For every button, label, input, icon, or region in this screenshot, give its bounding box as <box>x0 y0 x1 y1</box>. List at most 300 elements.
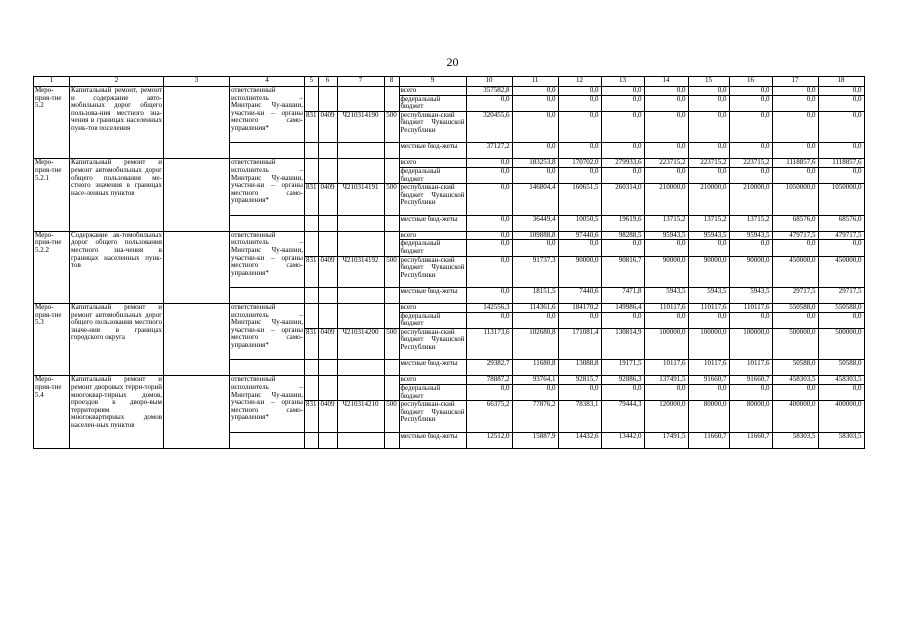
value-cell: 66375,2 <box>466 401 512 432</box>
empty-cell <box>337 215 384 231</box>
value-cell: 0,0 <box>818 111 864 142</box>
col-header: 5 <box>305 77 319 87</box>
value-cell: 550588,0 <box>818 304 864 313</box>
value-cell: 18151,5 <box>512 287 558 303</box>
value-cell: 0,0 <box>729 385 772 401</box>
empty-cell <box>384 287 399 303</box>
value-cell: 479717,5 <box>772 231 818 240</box>
source-label: всего <box>399 376 466 385</box>
col-header: 16 <box>729 77 772 87</box>
col-header: 6 <box>318 77 337 87</box>
responsible-text: ответственный исполнитель – Минтранс Чу-вашии, участни-ки – органы местного само-управления* <box>230 231 305 287</box>
col-header: 10 <box>466 77 512 87</box>
source-label: местные бюд-жеты <box>399 432 466 448</box>
value-cell: 5943,5 <box>729 287 772 303</box>
grbs-code: 831 <box>305 256 319 287</box>
value-cell: 95943,5 <box>729 231 772 240</box>
col-header: 17 <box>772 77 818 87</box>
event-label: Меро-прия-тие 5.2.1 <box>34 159 70 231</box>
empty-cell <box>305 360 319 376</box>
value-cell: 93764,1 <box>512 376 558 385</box>
value-cell: 0,0 <box>818 143 864 159</box>
value-cell: 13715,2 <box>729 215 772 231</box>
value-cell: 0,0 <box>772 95 818 111</box>
value-cell: 458303,5 <box>818 376 864 385</box>
value-cell: 170702,0 <box>558 159 601 168</box>
empty-cell <box>384 360 399 376</box>
source-label: местные бюд-жеты <box>399 287 466 303</box>
value-cell: 90000,0 <box>644 256 688 287</box>
empty-cell <box>384 159 399 184</box>
responsible-text: ответственный исполнитель – Минтранс Чу-вашии, участни-ки – органы местного само-управления* <box>230 87 305 143</box>
empty-cell <box>305 143 319 159</box>
value-cell: 100000,0 <box>729 328 772 359</box>
value-cell: 210000,0 <box>688 184 729 215</box>
value-cell: 120000,0 <box>644 401 688 432</box>
rzpr-code: 0409 <box>318 111 337 142</box>
value-cell: 210000,0 <box>644 184 688 215</box>
empty-cell <box>318 376 337 401</box>
source-label: федеральный бюджет <box>399 385 466 401</box>
csr-code: Ч210314190 <box>337 111 384 142</box>
value-cell: 19171,5 <box>601 360 644 376</box>
rzpr-code: 0409 <box>318 328 337 359</box>
value-cell: 279933,6 <box>601 159 644 168</box>
value-cell: 110117,6 <box>729 304 772 313</box>
value-cell: 0,0 <box>688 167 729 183</box>
value-cell: 95943,5 <box>688 231 729 240</box>
value-cell: 98288,5 <box>601 231 644 240</box>
empty-cell <box>337 304 384 329</box>
value-cell: 450000,0 <box>818 256 864 287</box>
table-row <box>34 376 865 385</box>
value-cell: 320455,6 <box>466 111 512 142</box>
value-cell: 0,0 <box>644 385 688 401</box>
csr-code: Ч210314192 <box>337 256 384 287</box>
col-header: 3 <box>164 77 230 87</box>
value-cell: 0,0 <box>729 167 772 183</box>
value-cell: 114361,6 <box>512 304 558 313</box>
empty-cell <box>318 143 337 159</box>
value-cell: 13715,2 <box>644 215 688 231</box>
event-name: Капитальный ремонт и ремонт автомобильных дорог общего пользования местного значе-ния в границах городского округа <box>70 304 164 376</box>
value-cell: 0,0 <box>558 385 601 401</box>
event-label: Меро-прия-тие 5.3 <box>34 304 70 376</box>
value-cell: 0,0 <box>558 143 601 159</box>
source-label: республикан-ский бюджет Чувашской Республики <box>399 328 466 359</box>
event-name: Содержание ав-томобильных дорог общего пользования местного зна-чения в границах населенных пунк-тов <box>70 231 164 303</box>
value-cell: 0,0 <box>558 111 601 142</box>
value-cell: 450000,0 <box>772 256 818 287</box>
value-cell: 78887,2 <box>466 376 512 385</box>
value-cell: 0,0 <box>644 312 688 328</box>
empty-cell <box>164 159 230 231</box>
empty-cell <box>384 432 399 448</box>
table-row <box>34 159 865 168</box>
value-cell: 0,0 <box>512 240 558 256</box>
col-header: 2 <box>70 77 164 87</box>
col-header: 13 <box>601 77 644 87</box>
col-header: 8 <box>384 77 399 87</box>
empty-cell <box>164 87 230 159</box>
empty-cell <box>305 231 319 256</box>
table-row <box>34 87 865 96</box>
value-cell: 500000,0 <box>772 328 818 359</box>
empty-cell <box>164 304 230 376</box>
value-cell: 90000,0 <box>729 256 772 287</box>
value-cell: 92815,7 <box>558 376 601 385</box>
source-label: местные бюд-жеты <box>399 360 466 376</box>
value-cell: 0,0 <box>644 87 688 96</box>
empty-cell <box>230 143 305 159</box>
empty-cell <box>318 231 337 256</box>
value-cell: 183253,8 <box>512 159 558 168</box>
value-cell: 0,0 <box>466 287 512 303</box>
empty-cell <box>318 215 337 231</box>
value-cell: 149986,4 <box>601 304 644 313</box>
value-cell: 79444,3 <box>601 401 644 432</box>
value-cell: 68576,0 <box>772 215 818 231</box>
event-label: Меро-прия-тие 5.2.2 <box>34 231 70 303</box>
value-cell: 0,0 <box>818 312 864 328</box>
value-cell: 50588,0 <box>772 360 818 376</box>
value-cell: 68576,0 <box>818 215 864 231</box>
value-cell: 0,0 <box>818 87 864 96</box>
value-cell: 0,0 <box>729 111 772 142</box>
empty-cell <box>337 432 384 448</box>
value-cell: 0,0 <box>601 240 644 256</box>
value-cell: 91737,3 <box>512 256 558 287</box>
source-label: всего <box>399 231 466 240</box>
value-cell: 0,0 <box>818 385 864 401</box>
value-cell: 78383,1 <box>558 401 601 432</box>
value-cell: 0,0 <box>512 312 558 328</box>
grbs-code: 831 <box>305 111 319 142</box>
csr-code: Ч210314200 <box>337 328 384 359</box>
value-cell: 17491,5 <box>644 432 688 448</box>
value-cell: 95943,5 <box>644 231 688 240</box>
value-cell: 357582,8 <box>466 87 512 96</box>
value-cell: 0,0 <box>644 240 688 256</box>
empty-cell <box>384 376 399 401</box>
empty-cell <box>318 432 337 448</box>
value-cell: 29382,7 <box>466 360 512 376</box>
value-cell: 0,0 <box>466 159 512 168</box>
value-cell: 184170,2 <box>558 304 601 313</box>
value-cell: 210000,0 <box>729 184 772 215</box>
value-cell: 90000,0 <box>688 256 729 287</box>
value-cell: 1118857,6 <box>772 159 818 168</box>
source-label: федеральный бюджет <box>399 167 466 183</box>
value-cell: 100000,0 <box>644 328 688 359</box>
value-cell: 0,0 <box>688 111 729 142</box>
value-cell: 223715,2 <box>644 159 688 168</box>
source-label: республикан-ский бюджет Чувашской Республики <box>399 401 466 432</box>
source-label: всего <box>399 159 466 168</box>
value-cell: 0,0 <box>772 167 818 183</box>
value-cell: 0,0 <box>729 312 772 328</box>
value-cell: 15887,9 <box>512 432 558 448</box>
value-cell: 7471,8 <box>601 287 644 303</box>
value-cell: 0,0 <box>512 143 558 159</box>
source-label: федеральный бюджет <box>399 312 466 328</box>
empty-cell <box>318 304 337 329</box>
value-cell: 160651,5 <box>558 184 601 215</box>
csr-code: Ч210314210 <box>337 401 384 432</box>
value-cell: 0,0 <box>558 240 601 256</box>
value-cell: 223715,2 <box>688 159 729 168</box>
value-cell: 91660,7 <box>688 376 729 385</box>
rzpr-code: 0409 <box>318 256 337 287</box>
value-cell: 0,0 <box>644 143 688 159</box>
value-cell: 0,0 <box>512 111 558 142</box>
empty-cell <box>337 287 384 303</box>
event-name: Капитальный ремонт, ремонт и содержание авто-мобильных дорог общего пользова-ния местного зна-чения в границах населенных пунк-тов поселения <box>70 87 164 159</box>
col-header: 15 <box>688 77 729 87</box>
value-cell: 13088,8 <box>558 360 601 376</box>
value-cell: 0,0 <box>558 167 601 183</box>
value-cell: 479717,5 <box>818 231 864 240</box>
value-cell: 10117,6 <box>644 360 688 376</box>
source-label: республикан-ский бюджет Чувашской Республики <box>399 111 466 142</box>
value-cell: 80000,0 <box>729 401 772 432</box>
value-cell: 0,0 <box>772 143 818 159</box>
vr-code: 500 <box>384 401 399 432</box>
value-cell: 223715,2 <box>729 159 772 168</box>
vr-code: 500 <box>384 256 399 287</box>
value-cell: 7440,6 <box>558 287 601 303</box>
value-cell: 171081,4 <box>558 328 601 359</box>
empty-cell <box>384 231 399 256</box>
empty-cell <box>230 360 305 376</box>
value-cell: 0,0 <box>601 385 644 401</box>
empty-cell <box>384 215 399 231</box>
value-cell: 50588,0 <box>818 360 864 376</box>
value-cell: 102680,8 <box>512 328 558 359</box>
empty-cell <box>337 143 384 159</box>
col-header: 7 <box>337 77 384 87</box>
value-cell: 58303,5 <box>772 432 818 448</box>
value-cell: 29717,5 <box>772 287 818 303</box>
value-cell: 0,0 <box>466 312 512 328</box>
value-cell: 11680,8 <box>512 360 558 376</box>
value-cell: 13715,2 <box>688 215 729 231</box>
value-cell: 113173,6 <box>466 328 512 359</box>
value-cell: 10117,6 <box>688 360 729 376</box>
value-cell: 0,0 <box>644 111 688 142</box>
value-cell: 80000,0 <box>688 401 729 432</box>
value-cell: 0,0 <box>818 240 864 256</box>
value-cell: 550588,0 <box>772 304 818 313</box>
value-cell: 0,0 <box>466 240 512 256</box>
responsible-text: ответственный исполнитель – Минтранс Чу-вашии, участни-ки – органы местного само-управления* <box>230 376 305 432</box>
source-label: республикан-ский бюджет Чувашской Республики <box>399 256 466 287</box>
value-cell: 0,0 <box>688 312 729 328</box>
value-cell: 0,0 <box>644 167 688 183</box>
value-cell: 0,0 <box>601 312 644 328</box>
value-cell: 14432,6 <box>558 432 601 448</box>
value-cell: 11660,7 <box>729 432 772 448</box>
empty-cell <box>318 87 337 112</box>
value-cell: 0,0 <box>644 95 688 111</box>
source-label: федеральный бюджет <box>399 240 466 256</box>
value-cell: 0,0 <box>688 87 729 96</box>
value-cell: 400000,0 <box>772 401 818 432</box>
value-cell: 77876,2 <box>512 401 558 432</box>
value-cell: 19619,6 <box>601 215 644 231</box>
empty-cell <box>318 159 337 184</box>
empty-cell <box>305 432 319 448</box>
value-cell: 13442,0 <box>601 432 644 448</box>
col-header: 11 <box>512 77 558 87</box>
value-cell: 0,0 <box>466 184 512 215</box>
value-cell: 400000,0 <box>818 401 864 432</box>
value-cell: 0,0 <box>601 87 644 96</box>
value-cell: 0,0 <box>558 95 601 111</box>
value-cell: 37127,2 <box>466 143 512 159</box>
value-cell: 0,0 <box>688 240 729 256</box>
empty-cell <box>305 159 319 184</box>
responsible-text: ответственный исполнитель – Минтранс Чу-вашии, участни-ки – органы местного само-управления* <box>230 159 305 215</box>
source-label: федеральный бюджет <box>399 95 466 111</box>
event-label: Меро-прия-тие 5.2 <box>34 87 70 159</box>
value-cell: 130814,9 <box>601 328 644 359</box>
col-header: 18 <box>818 77 864 87</box>
value-cell: 0,0 <box>688 385 729 401</box>
empty-cell <box>384 87 399 112</box>
value-cell: 5943,5 <box>644 287 688 303</box>
col-header: 14 <box>644 77 688 87</box>
rzpr-code: 0409 <box>318 401 337 432</box>
col-header: 4 <box>230 77 305 87</box>
source-label: республикан-ский бюджет Чувашской Республики <box>399 184 466 215</box>
table-body <box>34 87 865 449</box>
value-cell: 109888,8 <box>512 231 558 240</box>
value-cell: 0,0 <box>558 312 601 328</box>
value-cell: 0,0 <box>466 231 512 240</box>
empty-cell <box>384 304 399 329</box>
value-cell: 0,0 <box>466 385 512 401</box>
event-label: Меро-прия-тие 5.4 <box>34 376 70 448</box>
value-cell: 110117,6 <box>688 304 729 313</box>
value-cell: 12512,0 <box>466 432 512 448</box>
page-number: 20 <box>446 55 459 69</box>
value-cell: 458303,5 <box>772 376 818 385</box>
source-label: всего <box>399 304 466 313</box>
value-cell: 260314,0 <box>601 184 644 215</box>
empty-cell <box>305 304 319 329</box>
event-name: Капитальный ремонт и ремонт дворовых терри-торий многоквар-тирных домов, проездов к дворо-вым территориям многоквартирных домов населен-ных пунктов <box>70 376 164 448</box>
value-cell: 0,0 <box>512 95 558 111</box>
value-cell: 58303,5 <box>818 432 864 448</box>
value-cell: 0,0 <box>512 385 558 401</box>
value-cell: 90816,7 <box>601 256 644 287</box>
value-cell: 0,0 <box>688 143 729 159</box>
empty-cell <box>164 376 230 448</box>
empty-cell <box>337 376 384 401</box>
value-cell: 0,0 <box>772 385 818 401</box>
value-cell: 0,0 <box>558 87 601 96</box>
col-header: 1 <box>34 77 70 87</box>
value-cell: 90000,0 <box>558 256 601 287</box>
value-cell: 0,0 <box>466 95 512 111</box>
empty-cell <box>230 287 305 303</box>
header-row <box>34 77 865 87</box>
table-row <box>34 304 865 313</box>
value-cell: 137491,5 <box>644 376 688 385</box>
value-cell: 97440,6 <box>558 231 601 240</box>
value-cell: 0,0 <box>818 95 864 111</box>
value-cell: 1118857,6 <box>818 159 864 168</box>
empty-cell <box>305 376 319 401</box>
budget-table <box>33 76 865 449</box>
value-cell: 0,0 <box>601 111 644 142</box>
value-cell: 0,0 <box>512 167 558 183</box>
event-name: Капитальный ремонт и ремонт автомобильных дорог общего пользования ме-стного значения в границах насе-ленных пунктов <box>70 159 164 231</box>
vr-code: 500 <box>384 328 399 359</box>
value-cell: 10050,5 <box>558 215 601 231</box>
value-cell: 91660,7 <box>729 376 772 385</box>
empty-cell <box>337 159 384 184</box>
grbs-code: 831 <box>305 328 319 359</box>
responsible-text: ответственный исполнитель – Минтранс Чу-вашии, участни-ки – органы местного само-управления* <box>230 304 305 360</box>
empty-cell <box>305 215 319 231</box>
value-cell: 0,0 <box>466 167 512 183</box>
empty-cell <box>318 287 337 303</box>
col-header: 12 <box>558 77 601 87</box>
value-cell: 0,0 <box>729 240 772 256</box>
vr-code: 500 <box>384 184 399 215</box>
value-cell: 0,0 <box>601 143 644 159</box>
rzpr-code: 0409 <box>318 184 337 215</box>
value-cell: 0,0 <box>688 95 729 111</box>
value-cell: 0,0 <box>601 95 644 111</box>
value-cell: 0,0 <box>466 256 512 287</box>
value-cell: 0,0 <box>772 111 818 142</box>
empty-cell <box>305 287 319 303</box>
value-cell: 0,0 <box>772 240 818 256</box>
value-cell: 146804,4 <box>512 184 558 215</box>
value-cell: 0,0 <box>818 167 864 183</box>
grbs-code: 831 <box>305 184 319 215</box>
source-label: местные бюд-жеты <box>399 143 466 159</box>
value-cell: 110117,6 <box>644 304 688 313</box>
vr-code: 500 <box>384 111 399 142</box>
empty-cell <box>230 432 305 448</box>
value-cell: 0,0 <box>729 87 772 96</box>
table-row <box>34 231 865 240</box>
empty-cell <box>384 143 399 159</box>
value-cell: 500000,0 <box>818 328 864 359</box>
empty-cell <box>337 360 384 376</box>
grbs-code: 831 <box>305 401 319 432</box>
empty-cell <box>337 87 384 112</box>
empty-cell <box>230 215 305 231</box>
col-header: 9 <box>399 77 466 87</box>
value-cell: 0,0 <box>601 167 644 183</box>
value-cell: 29717,5 <box>818 287 864 303</box>
empty-cell <box>337 231 384 256</box>
value-cell: 0,0 <box>729 143 772 159</box>
value-cell: 1050000,0 <box>772 184 818 215</box>
value-cell: 5943,5 <box>688 287 729 303</box>
value-cell: 0,0 <box>512 87 558 96</box>
value-cell: 142556,3 <box>466 304 512 313</box>
value-cell: 1050000,0 <box>818 184 864 215</box>
source-label: местные бюд-жеты <box>399 215 466 231</box>
value-cell: 0,0 <box>772 312 818 328</box>
value-cell: 0,0 <box>772 87 818 96</box>
